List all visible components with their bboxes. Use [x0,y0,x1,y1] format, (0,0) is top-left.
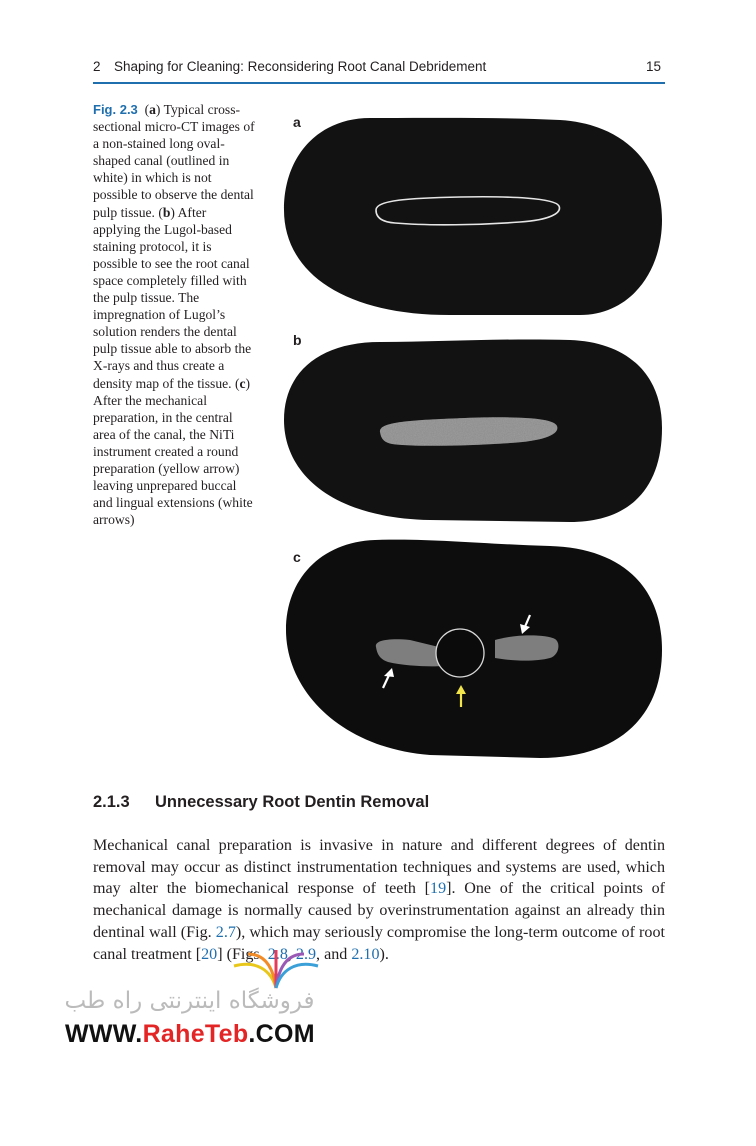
caption-panel-ref: a [149,102,156,117]
watermark-url-brand: RaheTeb [142,1020,249,1048]
panel-label-a: a [293,114,301,130]
caption-panel-ref: c [239,375,246,391]
header-rule [93,82,665,84]
caption-text [93,102,255,527]
section-title: Unnecessary Root Dentin Removal [155,793,430,811]
micro-ct-figure [280,110,666,765]
panel-label-c: c [293,549,301,565]
figure-caption [93,101,255,528]
paragraph-text: , and [316,945,352,963]
panel-a-image [284,118,662,315]
paragraph-text: ] (Figs. [217,945,268,963]
watermark [62,945,322,1058]
watermark-url-suffix: .COM [248,1020,315,1048]
citation-link[interactable]: 20 [201,945,218,963]
paragraph-text: ). [379,945,389,963]
figure-label: Fig. 2.3 [93,102,138,117]
citation-link[interactable]: 2.7 [215,923,236,941]
paragraph-text: ]. One of the critical points of mechanical damage is normally caused by overinstrumentation against an already thin dentinal wall (Fig. [93,880,665,941]
running-head [93,59,663,81]
panel-c-image [286,540,662,758]
citation-link[interactable]: 2.9 [295,945,317,963]
section-number: 2.1.3 [93,793,130,811]
chapter-title: 2 Shaping for Cleaning: Reconsidering Root Canal Debridement [93,59,487,74]
round-preparation [436,629,484,677]
panel-label-b: b [293,332,302,348]
watermark-persian-text: فروشگاه اینترنتی راه طب [64,988,315,1014]
paragraph-text: Mechanical canal preparation is invasive in nature and different degrees of dentin removal may occur as distinct instrumentation techniques and systems are used, which may alter the biomechanical response of teeth [ [93,837,665,898]
page-number: 15 [645,59,661,74]
citation-link[interactable]: 2.8 [267,945,288,963]
caption-segment: ) After the mechanical preparation, in the central area of the canal, the NiTi instrument created a round preparation (yellow arrow) leaving unprepared buccal and lingual extensions (white arrows) [93,375,253,528]
paragraph-text: , [287,945,296,963]
watermark-url-prefix: WWW. [65,1020,143,1048]
caption-segment: ( [144,102,150,117]
body-paragraph [93,835,665,965]
caption-segment: ) After applying the Lugol-based staining protocol, it is possible to see the root canal space completely filled with the pulp tissue. The impregnation of Lugol’s solution renders the dental pulp tissue able to absorb the X-rays and thus create a density map of the tissue. ( [93,204,252,391]
caption-panel-ref: b [162,204,171,220]
caption-segment: ) Typical cross-sectional micro-CT images of a non-stained long oval-shaped canal (outlined in white) in which is not possible to observe the dental pulp tissue. ( [93,102,255,220]
section-heading [93,793,429,812]
panel-b-image [284,339,662,522]
watermark-url [65,1020,315,1049]
citation-link[interactable]: 19 [430,880,447,898]
root-cross-section-a [284,118,662,315]
unprepared-extension-lingual [495,635,558,660]
paragraph-text: ), which may seriously compromise the long-term outcome of root canal treatment [ [93,923,665,963]
book-logo-icon [226,945,326,992]
citation-link[interactable]: 2.10 [351,945,380,963]
